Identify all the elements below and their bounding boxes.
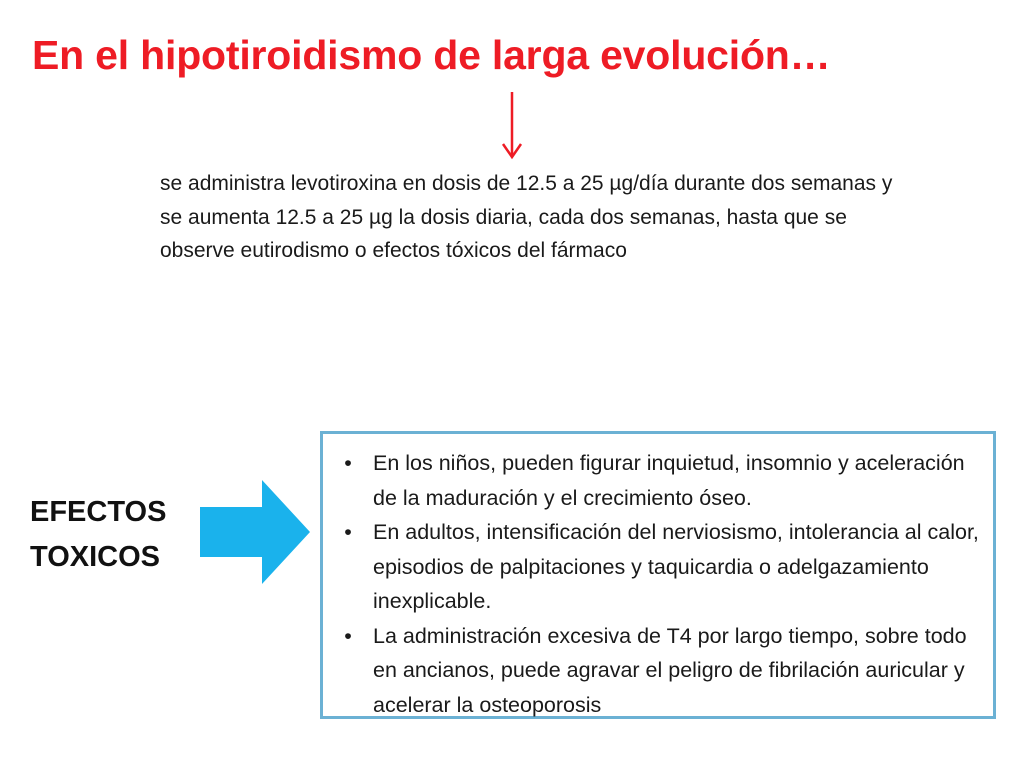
right-block-arrow-icon	[200, 480, 310, 584]
toxic-effects-box	[320, 431, 996, 719]
effects-label-line2: TOXICOS	[30, 541, 160, 573]
effects-label	[30, 490, 166, 580]
bullet-icon: •	[344, 520, 352, 544]
list-item-text: En adultos, intensificación del nerviosismo, intolerancia al calor, episodios de palpitaciones y taquicardia o adelgazamiento inexplicable.	[373, 520, 979, 613]
bullet-icon: •	[344, 451, 352, 475]
toxic-effects-list	[323, 434, 993, 722]
bullet-icon: •	[344, 623, 352, 648]
list-item	[337, 515, 979, 619]
dosage-description: se administra levotiroxina en dosis de 12.5 a 25 µg/día durante dos semanas y se aumenta 12.5 a 25 µg la dosis diaria, cada dos semanas, hasta que se observe eutirodismo o efectos tóxicos del fármaco	[160, 172, 893, 262]
effects-label-line1: EFECTOS	[30, 496, 167, 528]
list-item	[337, 446, 979, 515]
list-item-text: La administración excesiva de T4 por largo tiempo, sobre todo en ancianos, puede agravar el peligro de fibrilación auricular y acelerar la osteoporosis	[373, 623, 967, 717]
down-arrow-icon	[500, 90, 524, 160]
slide-title: En el hipotiroidismo de larga evolución…	[32, 32, 831, 78]
list-item-text: En los niños, pueden figurar inquietud, insomnio y aceleración de la maduración y el crecimiento óseo.	[373, 451, 965, 510]
list-item	[337, 619, 979, 723]
